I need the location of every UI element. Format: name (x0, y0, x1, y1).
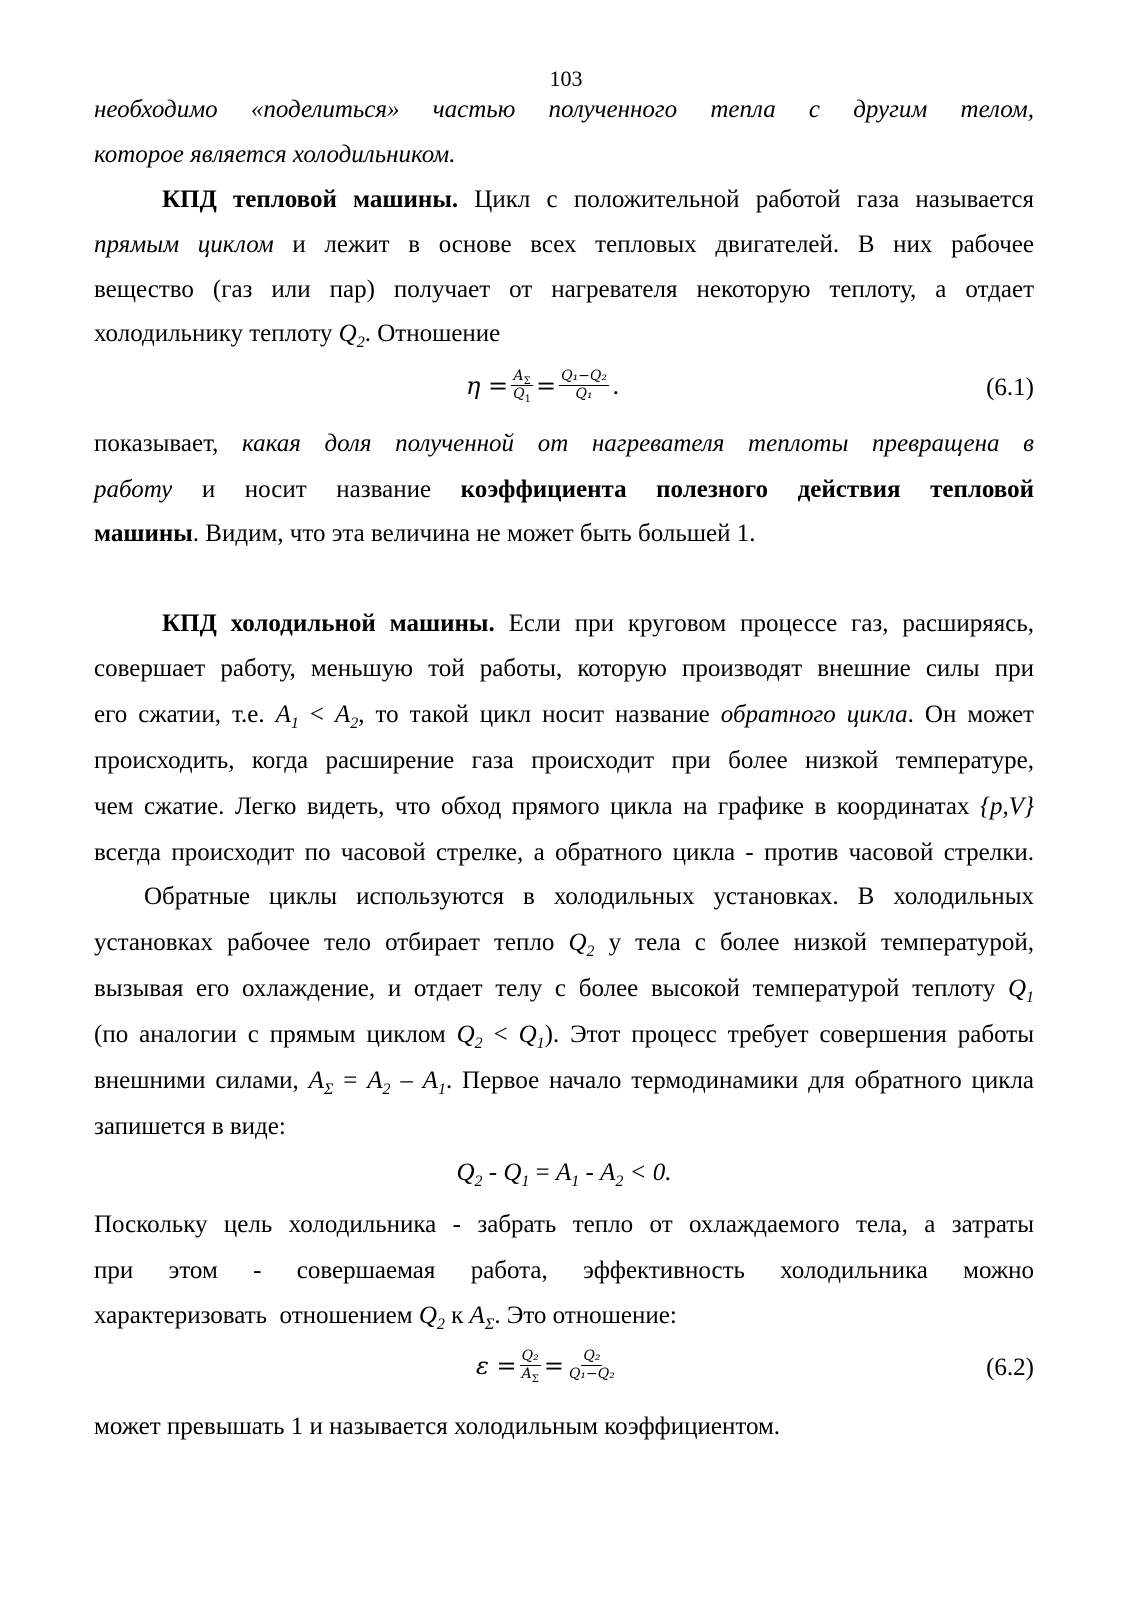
math-symbol: A (275, 701, 291, 728)
math-expression (418, 1302, 495, 1333)
text-span: этом (168, 1257, 218, 1284)
equation-number: (6.2) (986, 1354, 1034, 1381)
math-subscript: 2 (356, 334, 365, 351)
math-symbol: Q (338, 320, 357, 347)
fraction (520, 1348, 541, 1383)
math-symbol: = (535, 371, 557, 400)
text-span: необходимо (94, 96, 218, 123)
fraction-numerator (511, 368, 532, 386)
text-span: его сжатии, т.е. (94, 701, 265, 728)
text-span: машины (94, 520, 193, 547)
text-span: . Видим, что эта величина не может быть большей 1. (192, 520, 756, 547)
math-symbol: = (529, 1159, 557, 1186)
text-span: совершает работу, меньшую той работы, которую производят внешние силы при (94, 655, 1034, 682)
math-symbol: A (308, 1067, 324, 1094)
equation-number: (6.1) (986, 374, 1034, 401)
math-symbol: - (482, 1159, 504, 1186)
paragraph-4-line-3 (94, 699, 1034, 731)
math-symbol: Q (418, 1302, 437, 1329)
paragraph-3-line-1 (94, 428, 1034, 460)
paragraph-2-line-2 (94, 229, 1034, 261)
math-symbol: = (543, 1351, 564, 1380)
math-symbol: η = (466, 371, 509, 400)
text-span: прямым циклом (94, 231, 274, 258)
text-span: запишется в виде: (94, 1113, 286, 1140)
section-heading: КПД холодильной машины. (162, 610, 495, 637)
fraction-denominator: Q₁−Q₂ (568, 1366, 615, 1382)
fraction-numerator: Q₂ (583, 1348, 601, 1364)
math-symbol: A (556, 1159, 572, 1186)
math-symbol: < (482, 1021, 519, 1048)
fraction-numerator: Q₂ (521, 1348, 539, 1364)
paragraph-2-line-3 (94, 274, 1034, 306)
text-span: всегда происходит по часовой стрелке, а обратного цикла - против часовой стрелки. (94, 839, 1034, 866)
text-span: показывает, (94, 430, 219, 457)
paragraph-5-line-4 (94, 1019, 1034, 1051)
math-subscript: 2 (474, 1173, 483, 1190)
text-span: - (253, 1257, 262, 1284)
math-subscript: 1 (536, 1035, 545, 1052)
paragraph-5-line-5 (94, 1065, 1034, 1097)
math-symbol: = (333, 1067, 368, 1094)
text-span: частью (432, 96, 516, 123)
math-symbol: - (579, 1159, 601, 1186)
math-symbol: Q (1007, 975, 1027, 1002)
paragraph-3-line-2 (94, 474, 1034, 506)
fraction (511, 368, 533, 403)
math-symbol: A (422, 1067, 438, 1094)
text-span: холодильника (780, 1257, 928, 1284)
math-symbol: Q (568, 929, 587, 956)
math-symbol: A (367, 1067, 383, 1094)
math-subscript: 1 (1026, 989, 1035, 1006)
math-expression: {p,V} (979, 793, 1035, 820)
paragraph-4-line-6 (94, 837, 1034, 869)
text-span: Обратные циклы используются в холодильных установках. В холодильных (144, 883, 1034, 910)
math-subscript: 1 (290, 715, 299, 732)
text-span: происходить, когда расширение газа происходит при более низкой температуре, (94, 747, 1034, 774)
text-span: у тела с более низкой температурой, (608, 929, 1035, 956)
text-span: работа, (470, 1257, 548, 1284)
math-subscript: 1 (437, 1081, 446, 1098)
text-span: и носит название (201, 476, 432, 503)
equation-6-2-body (476, 1348, 620, 1383)
math-subscript: Σ (484, 1316, 495, 1333)
text-span: к (444, 1302, 470, 1329)
text-span: . Отношение (364, 320, 501, 347)
paragraph-4-line-5 (94, 791, 1034, 823)
math-symbol: ε = (476, 1351, 517, 1380)
text-span: которое является холодильником. (94, 141, 456, 168)
paragraph-4-line-4 (94, 745, 1034, 777)
math-symbol: . (612, 371, 620, 400)
paragraph-5-line-2 (94, 927, 1034, 959)
paragraph-1-line-1 (94, 94, 1034, 126)
fraction-denominator (511, 386, 533, 403)
fraction-denominator (520, 1366, 541, 1383)
text-span: установках рабочее тело отбирает тепло (94, 929, 555, 956)
paragraph-5-line-1 (94, 881, 1034, 913)
paragraph-5-line-3 (94, 973, 1034, 1005)
math-symbol: Q (513, 386, 525, 402)
math-subscript: 1 (571, 1173, 580, 1190)
text-span: совершаемая (296, 1257, 436, 1284)
math-subscript: Σ (323, 1081, 334, 1098)
paragraph-1-line-2 (94, 139, 1034, 171)
text-span: чем сжатие. Легко видеть, что обход прямого цикла на графике в координатах (94, 793, 970, 820)
fraction-numerator: Q₁−Q₂ (561, 368, 608, 384)
math-subscript: 1 (524, 393, 531, 405)
text-span: обратного цикла (720, 701, 908, 728)
text-span: холодильнику теплоту (94, 320, 333, 347)
text-span: при (94, 1257, 134, 1284)
math-symbol: Q (503, 1159, 522, 1186)
math-subscript: 1 (521, 1173, 530, 1190)
math-symbol: A (521, 1366, 532, 1382)
math-subscript: 2 (615, 1173, 624, 1190)
math-subscript: 2 (382, 1081, 391, 1098)
text-span: , то такой цикл носит название (358, 701, 710, 728)
paragraph-4-line-1 (94, 608, 1034, 640)
math-symbol: Q (518, 1021, 537, 1048)
paragraph-3-line-3 (94, 518, 1034, 550)
paragraph-6-line-1 (94, 1209, 1034, 1241)
paragraph-6-line-2 (94, 1255, 1034, 1287)
paragraph-5-line-6 (94, 1111, 1034, 1143)
text-span: . Первое начало термодинамики для обратного цикла (445, 1067, 1035, 1094)
math-expression (308, 1067, 446, 1098)
equation-6-1-body (466, 368, 620, 403)
math-subscript: Σ (523, 375, 531, 387)
math-symbol: A (469, 1302, 485, 1329)
text-span: вызывая его охлаждение, и отдает телу с более высокой температурой теплоту (94, 975, 996, 1002)
math-expression (1007, 975, 1035, 1006)
math-subscript: 2 (474, 1035, 483, 1052)
math-subscript: 2 (436, 1316, 445, 1333)
math-symbol: < 0. (623, 1159, 672, 1186)
page-number: 103 (549, 66, 583, 91)
math-subscript: 2 (586, 943, 595, 960)
math-expression (275, 701, 359, 732)
math-symbol: Q (456, 1021, 475, 1048)
math-symbol: A (513, 368, 524, 384)
text-span: полученного тепла с другим телом, (548, 96, 1035, 123)
math-symbol: – (390, 1067, 423, 1094)
text-span: (по аналогии с прямым циклом (94, 1021, 446, 1048)
math-symbol: Q (456, 1159, 475, 1186)
text-span: какая доля полученной от нагревателя теплоты превращена в (242, 430, 1034, 457)
math-symbol: A (335, 701, 351, 728)
text-span: характеризовать отношением (94, 1302, 413, 1329)
text-span: может превышать 1 и называется холодильным коэффициентом. (94, 1413, 781, 1440)
math-subscript: 2 (350, 715, 359, 732)
text-span: . Это отношение: (494, 1302, 677, 1329)
text-span: Цикл с положительной работой газа называется (474, 186, 1034, 213)
text-span: вещество (газ или пар) получает от нагревателя некоторую теплоту, а отдает (94, 276, 1034, 303)
fraction (567, 1348, 617, 1383)
math-expression (568, 929, 595, 960)
equation-6-1 (94, 360, 1034, 420)
text-span: . Он может (907, 701, 1034, 728)
paragraph-7-line-1 (94, 1411, 1034, 1443)
section-heading: КПД тепловой машины. (162, 186, 459, 213)
text-span: «поделиться» (250, 96, 400, 123)
paragraph-2-line-4 (94, 318, 1034, 350)
equation-6-2 (94, 1340, 1034, 1400)
text-span: коэффициента полезного действия тепловой (460, 476, 1035, 503)
paragraph-4-line-2 (94, 653, 1034, 685)
text-span: эффективность (583, 1257, 745, 1284)
text-span: ). Этот процесс требует совершения работы (544, 1021, 1035, 1048)
fraction (559, 368, 609, 403)
text-span: работу (94, 476, 173, 503)
math-subscript: Σ (531, 1373, 539, 1385)
text-span: внешними силами, (94, 1067, 299, 1094)
math-expression (456, 1021, 545, 1052)
text-span: Если при круговом процессе газ, расширяясь, (508, 610, 1034, 637)
fraction-denominator: Q₁ (575, 386, 593, 402)
math-symbol: A (600, 1159, 616, 1186)
paragraph-2-line-1 (94, 184, 1034, 216)
paragraph-6-line-3 (94, 1300, 1034, 1332)
text-span: можно (963, 1257, 1035, 1284)
math-symbol: < (298, 701, 336, 728)
text-span: и лежит в основе всех тепловых двигателей. В них рабочее (292, 231, 1035, 258)
math-expression (456, 1159, 672, 1190)
equation-cycle (94, 1157, 1034, 1189)
text-span: Поскольку цель холодильника - забрать тепло от охлаждаемого тела, а затраты (94, 1211, 1034, 1238)
